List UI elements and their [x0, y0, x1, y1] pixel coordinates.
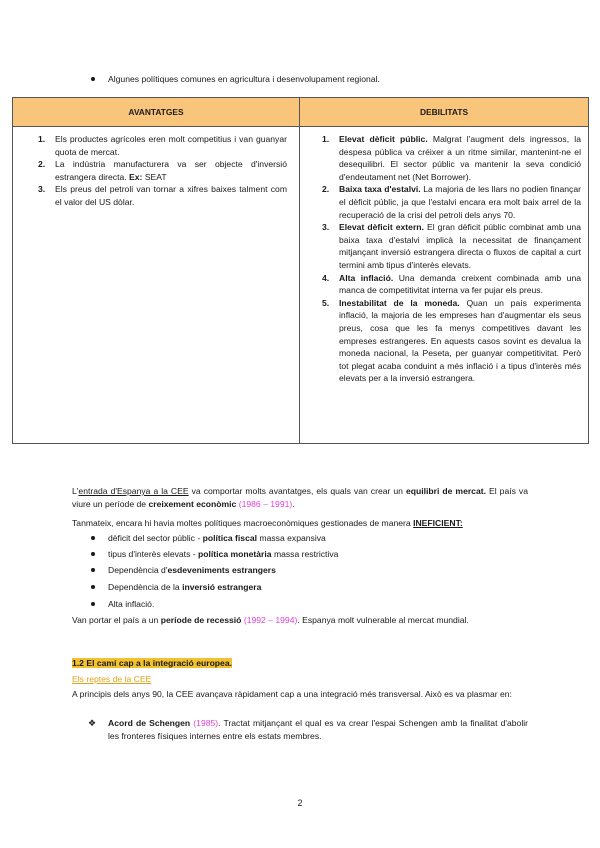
header-advantages: AVANTATGES [13, 98, 300, 127]
header-weaknesses: DEBILITATS [300, 98, 589, 127]
schengen-item: Acord de Schengen (1985). Tractat mitjançant el qual es va crear l'espai Schengen amb la finalitat d'abolir les fronteres físiques internes entre els estats membres. [108, 718, 529, 741]
bullet-marker [91, 77, 95, 81]
weakness-item: 4. Alta inflació. Una demanda creixent combinada amb una manca de competitivitat interna va fer pujar els preus. [322, 272, 582, 296]
advantages-list [38, 133, 287, 209]
advantage-item: 2. La indústria manufacturera va ser objecte d'inversió estrangera directa. Ex: SEAT [38, 159, 287, 182]
policy-bullet: Alta inflació. [108, 599, 155, 609]
paragraph-entry-cee: L'entrada d'Espanya a la CEE va comportar molts avantatges, els quals van crear un equilibri de mercat. El país va viure un període de creixement econòmic (1986 – 1991). [72, 486, 528, 509]
advantage-item: 3. Els preus del petroli van tornar a xifres baixes talment com el valor del US dòlar. [38, 184, 287, 207]
weakness-item: 3. Elevat dèficit extern. El gran dèficit públic combinat amb una baixa taxa d'estalvi implicà la necessitat de finançament mitjançant inversió estrangera directa o fluxos de capital a curt termini amb tipus d'interès elevats. [322, 222, 581, 270]
bullet-marker [91, 585, 95, 589]
weakness-item: 5. Inestabilitat de la moneda. Quan un país experimenta inflació, la majoria de les empreses han d'augmentar els seus preus, cosa que les fa menys competitives davant les empreses estrangeres. En aquests casos sovint es devalua la moneda nacional, la Peseta, per guanyar competitivitat. Però tot plegat acaba conduint a més inflació i a tipus d'interès més elevats per a la inversió estrangera. [322, 297, 582, 384]
paragraph-recession: Van portar el país a un període de recessió (1992 – 1994). Espanya molt vulnerable al mercat mundial. [72, 615, 469, 625]
page-number: 2 [297, 798, 303, 808]
weakness-item: 1. Elevat dèficit públic. Malgrat l'augment dels ingressos, la despesa pública va créixer a un ritme similar, mantenint-ne el desequilibri. El sector públic va mantenir la seva condició d'endeutament net (Net Borrower). [322, 134, 581, 182]
advantage-item: 1. Els productes agrícoles eren molt competitius i van guanyar quota de mercat. [38, 134, 287, 157]
bullet-marker [91, 536, 95, 540]
section-intro: A principis dels anys 90, la CEE avançava ràpidament cap a una integració més transversal. Això es va plasmar en: [72, 689, 512, 699]
bullet-marker [91, 602, 95, 606]
diamond-bullet-icon: ❖ [88, 718, 97, 728]
bullet-marker [91, 552, 95, 556]
policy-bullet: tipus d'interès elevats - política monetària massa restrictiva [108, 549, 339, 559]
intro-bullet-text: Algunes polítiques comunes en agricultura i desenvolupament regional. [108, 74, 380, 84]
policy-bullet: Dependència de la inversió estrangera [108, 582, 262, 592]
section-subtitle: Els reptes de la CEE [72, 674, 152, 684]
cee-entry-link-text: entrada d'Espanya a la CEE [78, 486, 189, 496]
policy-bullet: Dependència d'esdeveniments estrangers [108, 565, 276, 575]
bullet-marker [91, 568, 95, 572]
advantages-weaknesses-table [12, 97, 589, 444]
section-title: 1.2 El camí cap a la integració europea. [72, 658, 233, 668]
paragraph-inefficient: Tanmateix, encara hi havia moltes polítiques macroeconòmiques gestionades de manera INEFICIENT: [72, 518, 463, 528]
weaknesses-list [322, 133, 582, 385]
policy-bullet: dèficit del sector públic - política fiscal massa expansiva [108, 533, 326, 543]
weakness-item: 2. Baixa taxa d'estalvi. La majoria de les llars no podien finançar el dèficit públic, ja que l'estalvi encara era molt baix arrel de la recuperació de la crisi del petroli dels anys 70. [322, 184, 581, 220]
